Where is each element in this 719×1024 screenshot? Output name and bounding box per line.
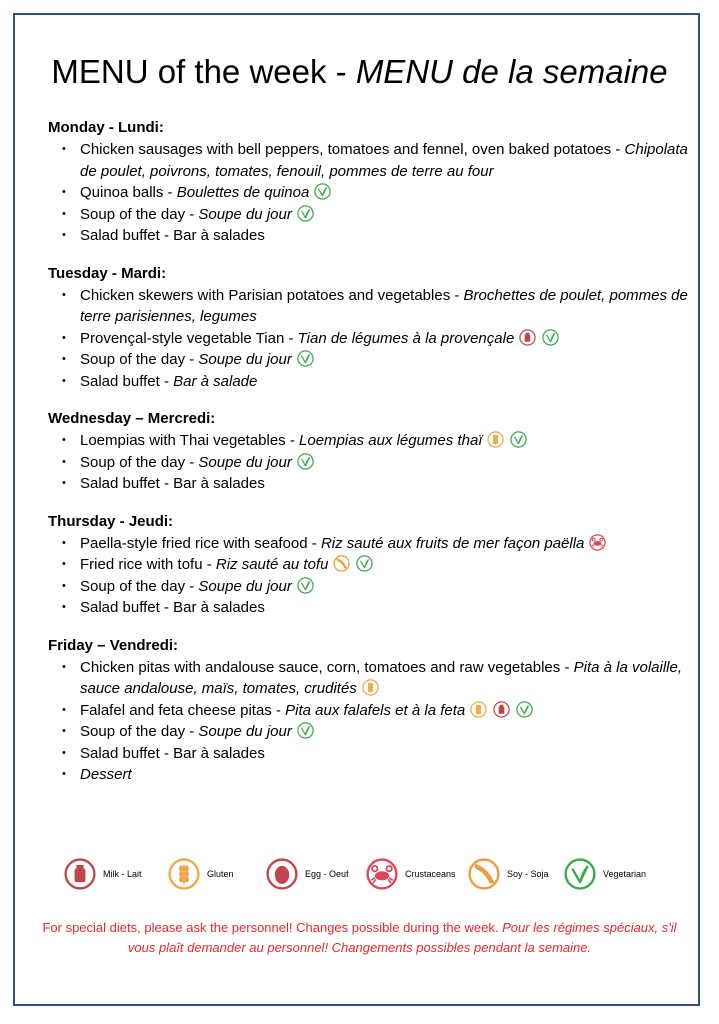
vegetarian-icon bbox=[515, 700, 534, 719]
dish-name-french: Dessert bbox=[80, 766, 132, 783]
vegetarian-icon bbox=[296, 204, 315, 223]
gluten-icon bbox=[361, 678, 380, 697]
dish-name-french: Chipolata de poulet, poivrons, tomates, fenouil, pommes de terre au four bbox=[80, 141, 688, 180]
legend-label: Soy - Soja bbox=[507, 869, 549, 879]
dish-name-french: Pita à la volaille, sauce andalouse, maïs, tomates, crudités bbox=[80, 658, 683, 697]
dish-item bbox=[48, 597, 688, 619]
dish-item bbox=[48, 533, 688, 555]
dish-name-english: Quinoa balls - bbox=[80, 184, 177, 201]
vegetarian-icon bbox=[296, 349, 315, 368]
title-english: MENU of the week - bbox=[51, 53, 356, 90]
dish-name-english: Salad buffet - Bar à salades bbox=[80, 475, 265, 492]
dish-item bbox=[48, 349, 688, 371]
dish-name-english: Chicken skewers with Parisian potatoes and vegetables - bbox=[80, 286, 464, 304]
dish-name-french: Bar à salade bbox=[173, 372, 258, 390]
vegetarian-icon bbox=[296, 452, 315, 471]
dish-name-english: Salad buffet - Bar à salades bbox=[80, 599, 265, 616]
dish-name-english: Salad buffet - bbox=[80, 372, 174, 390]
vegetarian-icon bbox=[509, 430, 528, 449]
dish-item bbox=[48, 371, 688, 393]
dish-name-french: Riz sauté au tofu bbox=[215, 556, 329, 573]
dish-name-english: Loempias with Thai vegetables - bbox=[80, 432, 300, 449]
day-title: Wednesday – Mercredi: bbox=[48, 410, 216, 427]
dish-name-english: Soup of the day - bbox=[80, 723, 199, 740]
crustaceans-icon bbox=[588, 533, 607, 552]
dish-name-french: Soupe du jour bbox=[198, 723, 292, 740]
dish-item bbox=[48, 430, 688, 452]
dish-list bbox=[48, 139, 688, 247]
dish-name-french: Boulettes de quinoa bbox=[176, 184, 310, 201]
egg-icon bbox=[264, 856, 300, 892]
dish-name-french: Brochettes de poulet, pommes de terre parisiennes, legumes bbox=[80, 286, 688, 325]
day-section bbox=[48, 264, 688, 393]
dish-name-english: Chicken pitas with andalouse sauce, corn, tomatoes and raw vegetables - bbox=[80, 658, 574, 676]
weekly-menu bbox=[48, 118, 688, 803]
dish-list bbox=[48, 533, 688, 619]
dish-name-french: Soupe du jour bbox=[198, 351, 292, 368]
dish-item bbox=[48, 721, 688, 743]
day-section bbox=[48, 118, 688, 247]
dish-name-french: Pita aux falafels et à la feta bbox=[285, 701, 466, 719]
legend-label: Vegetarian bbox=[603, 869, 647, 879]
dish-item bbox=[48, 285, 688, 328]
crustaceans-icon bbox=[364, 856, 400, 892]
legend-item bbox=[364, 854, 456, 894]
dish-name-english: Chicken sausages with bell peppers, tomatoes and fennel, oven baked potatoes - bbox=[80, 141, 625, 158]
dish-name-french: Riz sauté aux fruits de mer façon paëlla bbox=[320, 534, 585, 552]
legend-label: Egg - Oeuf bbox=[305, 869, 349, 879]
vegetarian-icon bbox=[296, 576, 315, 595]
allergen-legend bbox=[62, 854, 662, 894]
day-title: Tuesday - Mardi: bbox=[48, 264, 167, 282]
dish-item bbox=[48, 657, 688, 700]
day-section bbox=[48, 409, 688, 495]
dish-name-french: Soupe du jour bbox=[198, 577, 292, 595]
dish-list bbox=[48, 657, 688, 786]
legend-item bbox=[62, 854, 142, 894]
vegetarian-icon bbox=[296, 721, 315, 740]
dish-item bbox=[48, 700, 688, 722]
legend-label: Gluten bbox=[207, 869, 234, 879]
gluten-icon bbox=[166, 856, 202, 892]
vegetarian-icon bbox=[541, 328, 560, 347]
gluten-icon bbox=[469, 700, 488, 719]
legend-item bbox=[166, 854, 234, 894]
vegetarian-icon bbox=[313, 182, 332, 201]
dish-name-french: Loempias aux légumes thaï bbox=[299, 432, 483, 449]
milk-icon bbox=[62, 856, 98, 892]
vegetarian-icon bbox=[562, 856, 598, 892]
soy-icon bbox=[466, 856, 502, 892]
vegetarian-icon bbox=[355, 554, 374, 573]
legend-item bbox=[264, 854, 349, 894]
day-section bbox=[48, 512, 688, 619]
note-english: For special diets, please ask the personnel! Changes possible during the week. bbox=[42, 920, 503, 935]
dish-item bbox=[48, 204, 688, 226]
dish-item bbox=[48, 182, 688, 204]
dish-item bbox=[48, 452, 688, 474]
milk-icon bbox=[518, 328, 537, 347]
dish-name-english: Fried rice with tofu - bbox=[80, 556, 216, 573]
dish-item bbox=[48, 328, 688, 350]
dish-item bbox=[48, 743, 688, 765]
dish-name-english: Soup of the day - bbox=[80, 577, 199, 595]
legend-label: Milk - Lait bbox=[103, 869, 142, 879]
dish-item bbox=[48, 554, 688, 576]
dish-name-english: Falafel and feta cheese pitas - bbox=[80, 701, 286, 719]
dish-name-english: Paella-style fried rice with seafood - bbox=[80, 534, 321, 552]
page-title bbox=[0, 52, 719, 92]
dish-name-english: Salad buffet - Bar à salades bbox=[80, 227, 265, 244]
dish-item bbox=[48, 576, 688, 598]
day-section bbox=[48, 636, 688, 786]
special-diets-note bbox=[30, 918, 689, 958]
dish-item bbox=[48, 764, 688, 786]
milk-icon bbox=[492, 700, 511, 719]
dish-name-english: Provençal-style vegetable Tian - bbox=[80, 329, 298, 347]
dish-name-english: Soup of the day - bbox=[80, 453, 199, 471]
dish-item bbox=[48, 139, 688, 182]
dish-name-french: Tian de légumes à la provençale bbox=[297, 329, 515, 347]
dish-name-english: Salad buffet - Bar à salades bbox=[80, 744, 265, 762]
day-title: Monday - Lundi: bbox=[48, 119, 164, 136]
dish-item bbox=[48, 225, 688, 247]
dish-list bbox=[48, 430, 688, 495]
day-title: Thursday - Jeudi: bbox=[48, 512, 174, 530]
legend-item bbox=[466, 854, 549, 894]
dish-name-english: Soup of the day - bbox=[80, 351, 199, 368]
title-french: MENU de la semaine bbox=[355, 53, 668, 90]
gluten-icon bbox=[486, 430, 505, 449]
legend-label: Crustaceans bbox=[405, 869, 456, 879]
day-title: Friday – Vendredi: bbox=[48, 636, 179, 654]
legend-item bbox=[562, 854, 646, 894]
dish-name-french: Soupe du jour bbox=[198, 453, 292, 471]
dish-list bbox=[48, 285, 688, 393]
dish-name-french: Soupe du jour bbox=[198, 205, 292, 223]
dish-item bbox=[48, 473, 688, 495]
dish-name-english: Soup of the day - bbox=[80, 205, 199, 223]
note-french: Pour les régimes spéciaux, s'il vous plaît demander au personnel! Changements possibles pendant la semaine. bbox=[127, 920, 677, 955]
soy-icon bbox=[332, 554, 351, 573]
